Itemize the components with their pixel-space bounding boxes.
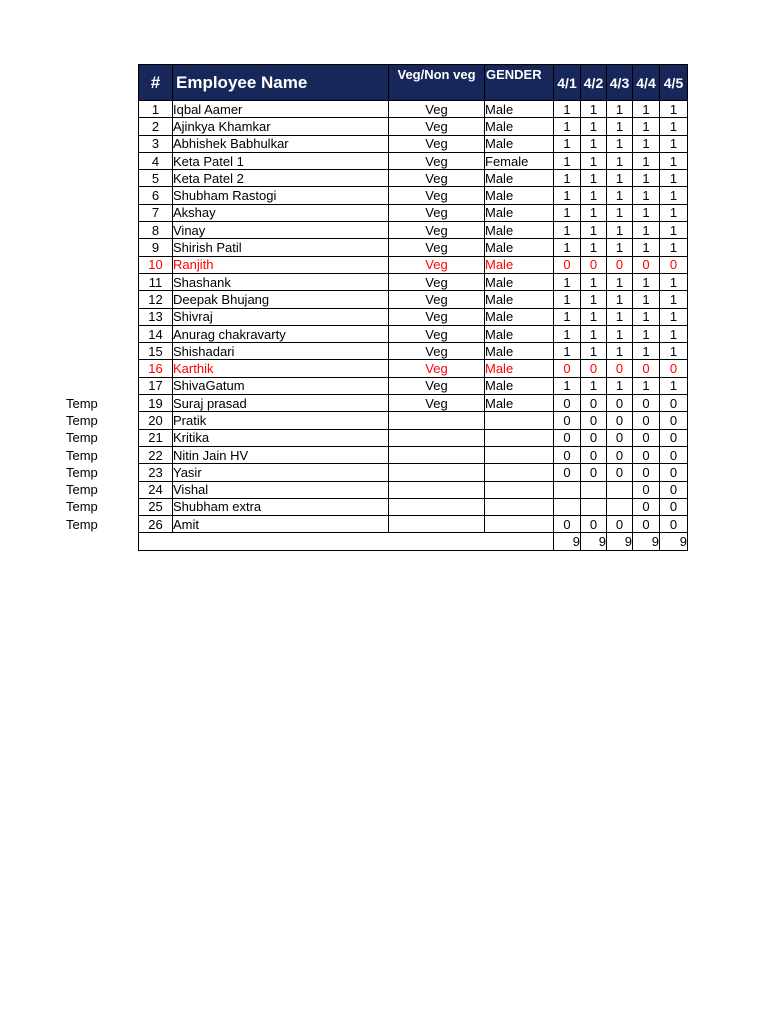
day-cell[interactable]: 1 [607, 204, 633, 221]
veg-cell[interactable]: Veg [389, 152, 485, 169]
row-number-cell[interactable]: 12 [139, 291, 173, 308]
day-cell[interactable]: 1 [581, 187, 607, 204]
employee-name-cell[interactable]: Shishadari [173, 343, 389, 360]
veg-cell[interactable]: Veg [389, 135, 485, 152]
gender-cell[interactable]: Male [485, 325, 554, 342]
day-cell[interactable]: 0 [607, 360, 633, 377]
day-cell[interactable]: 1 [581, 308, 607, 325]
day-cell[interactable]: 0 [607, 412, 633, 429]
veg-cell[interactable]: Veg [389, 170, 485, 187]
veg-cell[interactable]: Veg [389, 395, 485, 412]
employee-name-cell[interactable]: Abhishek Babhulkar [173, 135, 389, 152]
day-cell[interactable]: 1 [633, 118, 660, 135]
day-cell[interactable]: 1 [554, 291, 581, 308]
day-cell[interactable]: 0 [660, 395, 688, 412]
day-cell[interactable]: 0 [660, 360, 688, 377]
table-row [139, 498, 688, 515]
row-number-cell[interactable]: 20 [139, 412, 173, 429]
day-cell[interactable]: 0 [607, 446, 633, 463]
day-cell[interactable]: 1 [581, 170, 607, 187]
day-cell[interactable]: 1 [554, 343, 581, 360]
employee-name-cell[interactable]: Suraj prasad [173, 395, 389, 412]
day-cell[interactable]: 1 [607, 308, 633, 325]
temp-label: Temp [66, 447, 98, 463]
temp-label: Temp [66, 499, 98, 515]
gender-cell[interactable]: Male [485, 170, 554, 187]
veg-cell[interactable]: Veg [389, 377, 485, 394]
day-cell[interactable]: 1 [554, 101, 581, 118]
day-cell[interactable]: 1 [554, 118, 581, 135]
employee-name-cell[interactable]: Anurag chakravarty [173, 325, 389, 342]
day-cell[interactable]: 1 [554, 325, 581, 342]
day-cell[interactable]: 0 [660, 516, 688, 533]
day-cell[interactable]: 1 [633, 325, 660, 342]
employee-table [138, 64, 688, 551]
day-cell[interactable]: 1 [633, 222, 660, 239]
row-number-cell[interactable]: 7 [139, 204, 173, 221]
day-cell[interactable]: 1 [633, 204, 660, 221]
day-cell[interactable]: 1 [607, 273, 633, 290]
day-cell[interactable]: 1 [554, 187, 581, 204]
temp-label: Temp [66, 430, 98, 446]
day-cell[interactable]: 1 [660, 222, 688, 239]
gender-cell[interactable]: Male [485, 204, 554, 221]
day-cell[interactable]: 1 [660, 343, 688, 360]
day-cell[interactable]: 0 [581, 429, 607, 446]
employee-name-cell[interactable]: Karthik [173, 360, 389, 377]
gender-cell[interactable]: Male [485, 308, 554, 325]
day-cell[interactable]: 0 [554, 256, 581, 273]
veg-cell[interactable]: Veg [389, 325, 485, 342]
employee-name-cell[interactable]: Akshay [173, 204, 389, 221]
temp-label: Temp [66, 412, 98, 428]
veg-cell[interactable]: Veg [389, 256, 485, 273]
table-row [139, 135, 688, 152]
day-cell[interactable]: 0 [554, 429, 581, 446]
day-cell[interactable]: 1 [633, 187, 660, 204]
veg-cell[interactable]: Veg [389, 308, 485, 325]
day-cell[interactable]: 1 [554, 239, 581, 256]
day-cell[interactable]: 0 [554, 360, 581, 377]
row-number-cell[interactable]: 2 [139, 118, 173, 135]
day-cell[interactable]: 0 [581, 516, 607, 533]
gender-cell[interactable]: Male [485, 239, 554, 256]
temp-label: Temp [66, 395, 98, 411]
veg-cell[interactable]: Veg [389, 187, 485, 204]
day-cell[interactable]: 0 [554, 412, 581, 429]
totals-body [139, 533, 688, 550]
veg-cell[interactable] [389, 464, 485, 481]
gender-cell[interactable]: Male [485, 118, 554, 135]
day-cell[interactable]: 1 [581, 377, 607, 394]
table-row [139, 308, 688, 325]
day-cell[interactable]: 0 [633, 429, 660, 446]
day-cell[interactable]: 1 [633, 239, 660, 256]
day-cell[interactable]: 1 [633, 152, 660, 169]
day-cell[interactable]: 0 [581, 360, 607, 377]
day-cell[interactable]: 1 [607, 101, 633, 118]
day-cell[interactable]: 1 [581, 152, 607, 169]
total-cell[interactable]: 9 [660, 533, 688, 550]
total-cell[interactable]: 9 [607, 533, 633, 550]
row-number-cell[interactable]: 10 [139, 256, 173, 273]
header-row [139, 65, 688, 101]
day-cell[interactable]: 0 [660, 429, 688, 446]
row-number-cell[interactable]: 5 [139, 170, 173, 187]
header-veg-non-veg[interactable]: Veg/Non veg [389, 65, 485, 101]
table-row [139, 118, 688, 135]
day-cell[interactable]: 0 [633, 446, 660, 463]
day-cell[interactable]: 1 [660, 308, 688, 325]
day-cell[interactable]: 1 [660, 204, 688, 221]
gender-cell[interactable]: Male [485, 256, 554, 273]
employee-name-cell[interactable]: Iqbal Aamer [173, 101, 389, 118]
row-number-cell[interactable]: 26 [139, 516, 173, 533]
gender-cell[interactable]: Male [485, 222, 554, 239]
employee-name-cell[interactable]: Vinay [173, 222, 389, 239]
gender-cell[interactable] [485, 446, 554, 463]
day-cell[interactable]: 0 [660, 256, 688, 273]
table-row [139, 256, 688, 273]
day-cell[interactable]: 0 [554, 446, 581, 463]
day-cell[interactable]: 1 [581, 343, 607, 360]
employee-name-cell[interactable]: Ranjith [173, 256, 389, 273]
day-cell[interactable]: 1 [607, 239, 633, 256]
day-cell[interactable]: 1 [581, 222, 607, 239]
table-row [139, 101, 688, 118]
employee-name-cell[interactable]: Vishal [173, 481, 389, 498]
table-row [139, 204, 688, 221]
veg-cell[interactable] [389, 498, 485, 515]
veg-cell[interactable] [389, 516, 485, 533]
day-cell[interactable]: 1 [660, 273, 688, 290]
day-cell[interactable]: 0 [581, 446, 607, 463]
gender-cell[interactable] [485, 516, 554, 533]
gender-cell[interactable]: Male [485, 187, 554, 204]
veg-cell[interactable]: Veg [389, 222, 485, 239]
day-cell[interactable]: 1 [607, 325, 633, 342]
day-cell[interactable]: 0 [581, 256, 607, 273]
day-cell[interactable]: 1 [607, 152, 633, 169]
header-employee-name[interactable]: Employee Name [173, 65, 389, 101]
employee-name-cell[interactable]: Shubham extra [173, 498, 389, 515]
veg-cell[interactable] [389, 429, 485, 446]
gender-cell[interactable] [485, 464, 554, 481]
day-cell[interactable]: 0 [660, 481, 688, 498]
day-cell[interactable]: 1 [581, 325, 607, 342]
employee-name-cell[interactable]: Kritika [173, 429, 389, 446]
employee-name-cell[interactable]: Yasir [173, 464, 389, 481]
day-cell[interactable]: 1 [660, 152, 688, 169]
day-cell[interactable]: 1 [633, 101, 660, 118]
employee-name-cell[interactable]: Keta Patel 1 [173, 152, 389, 169]
table-row [139, 187, 688, 204]
table-row [139, 377, 688, 394]
day-cell[interactable]: 0 [607, 429, 633, 446]
gender-cell[interactable]: Male [485, 101, 554, 118]
day-cell[interactable]: 1 [581, 118, 607, 135]
employee-name-cell[interactable]: Keta Patel 2 [173, 170, 389, 187]
table-row [139, 412, 688, 429]
header-day-4-3[interactable]: 4/3 [607, 65, 633, 101]
day-cell[interactable]: 1 [633, 291, 660, 308]
day-cell[interactable]: 0 [581, 412, 607, 429]
day-cell[interactable] [554, 498, 581, 515]
day-cell[interactable]: 1 [633, 170, 660, 187]
totals-row [139, 533, 688, 550]
day-cell[interactable]: 0 [633, 516, 660, 533]
temp-label: Temp [66, 464, 98, 480]
veg-cell[interactable]: Veg [389, 360, 485, 377]
day-cell[interactable]: 1 [554, 222, 581, 239]
day-cell[interactable]: 1 [554, 273, 581, 290]
employee-name-cell[interactable]: Shivraj [173, 308, 389, 325]
day-cell[interactable] [607, 498, 633, 515]
day-cell[interactable]: 0 [633, 412, 660, 429]
total-cell[interactable]: 9 [554, 533, 581, 550]
table-row [139, 446, 688, 463]
gender-cell[interactable]: Male [485, 343, 554, 360]
row-number-cell[interactable]: 8 [139, 222, 173, 239]
day-cell[interactable]: 1 [607, 343, 633, 360]
day-cell[interactable]: 0 [607, 256, 633, 273]
day-cell[interactable] [581, 481, 607, 498]
day-cell[interactable]: 1 [660, 291, 688, 308]
row-number-cell[interactable]: 4 [139, 152, 173, 169]
header-day-4-4[interactable]: 4/4 [633, 65, 660, 101]
header-gender[interactable]: GENDER [485, 65, 554, 101]
day-cell[interactable] [581, 498, 607, 515]
day-cell[interactable]: 1 [607, 135, 633, 152]
day-cell[interactable]: 1 [607, 118, 633, 135]
row-number-cell[interactable]: 22 [139, 446, 173, 463]
row-number-cell[interactable]: 17 [139, 377, 173, 394]
gender-cell[interactable] [485, 481, 554, 498]
row-number-cell[interactable]: 21 [139, 429, 173, 446]
veg-cell[interactable] [389, 481, 485, 498]
employee-name-cell[interactable]: Pratik [173, 412, 389, 429]
employee-name-cell[interactable]: Ajinkya Khamkar [173, 118, 389, 135]
table-row [139, 429, 688, 446]
table-body [139, 101, 688, 533]
table-row [139, 395, 688, 412]
day-cell[interactable]: 0 [607, 395, 633, 412]
day-cell[interactable]: 1 [607, 187, 633, 204]
day-cell[interactable]: 0 [633, 498, 660, 515]
veg-cell[interactable]: Veg [389, 343, 485, 360]
day-cell[interactable] [607, 481, 633, 498]
table-row [139, 170, 688, 187]
day-cell[interactable]: 1 [581, 239, 607, 256]
veg-cell[interactable] [389, 446, 485, 463]
day-cell[interactable]: 1 [633, 377, 660, 394]
table-row [139, 464, 688, 481]
gender-cell[interactable]: Male [485, 360, 554, 377]
day-cell[interactable]: 1 [607, 291, 633, 308]
row-number-cell[interactable]: 24 [139, 481, 173, 498]
day-cell[interactable]: 0 [581, 395, 607, 412]
table-row [139, 273, 688, 290]
day-cell[interactable]: 1 [660, 325, 688, 342]
day-cell[interactable]: 1 [660, 118, 688, 135]
table-row [139, 152, 688, 169]
day-cell[interactable]: 1 [633, 135, 660, 152]
veg-cell[interactable]: Veg [389, 239, 485, 256]
veg-cell[interactable]: Veg [389, 273, 485, 290]
row-number-cell[interactable]: 1 [139, 101, 173, 118]
day-cell[interactable]: 0 [633, 395, 660, 412]
day-cell[interactable]: 1 [660, 135, 688, 152]
row-number-cell[interactable]: 23 [139, 464, 173, 481]
day-cell[interactable]: 1 [581, 273, 607, 290]
day-cell[interactable]: 0 [660, 464, 688, 481]
day-cell[interactable]: 1 [554, 170, 581, 187]
day-cell[interactable]: 1 [660, 239, 688, 256]
row-number-cell[interactable]: 25 [139, 498, 173, 515]
day-cell[interactable]: 0 [660, 412, 688, 429]
veg-cell[interactable]: Veg [389, 291, 485, 308]
totals-spacer [139, 533, 554, 550]
day-cell[interactable]: 1 [660, 187, 688, 204]
employee-name-cell[interactable]: Amit [173, 516, 389, 533]
day-cell[interactable] [554, 481, 581, 498]
day-cell[interactable]: 1 [633, 308, 660, 325]
veg-cell[interactable]: Veg [389, 118, 485, 135]
employee-name-cell[interactable]: Shashank [173, 273, 389, 290]
total-cell[interactable]: 9 [581, 533, 607, 550]
row-number-cell[interactable]: 3 [139, 135, 173, 152]
day-cell[interactable]: 0 [607, 516, 633, 533]
temp-label: Temp [66, 516, 98, 532]
gender-cell[interactable] [485, 429, 554, 446]
gender-cell[interactable]: Female [485, 152, 554, 169]
row-number-cell[interactable]: 14 [139, 325, 173, 342]
table-row [139, 291, 688, 308]
day-cell[interactable]: 1 [633, 273, 660, 290]
gender-cell[interactable] [485, 498, 554, 515]
table-row [139, 222, 688, 239]
gender-cell[interactable]: Male [485, 291, 554, 308]
day-cell[interactable]: 0 [633, 481, 660, 498]
header-number[interactable]: # [139, 65, 173, 101]
day-cell[interactable]: 0 [554, 516, 581, 533]
total-cell[interactable]: 9 [633, 533, 660, 550]
row-number-cell[interactable]: 16 [139, 360, 173, 377]
day-cell[interactable]: 1 [554, 377, 581, 394]
employee-name-cell[interactable]: ShivaGatum [173, 377, 389, 394]
gender-cell[interactable]: Male [485, 135, 554, 152]
day-cell[interactable]: 0 [581, 464, 607, 481]
day-cell[interactable]: 1 [660, 377, 688, 394]
day-cell[interactable]: 1 [581, 135, 607, 152]
gender-cell[interactable]: Male [485, 377, 554, 394]
day-cell[interactable]: 1 [607, 170, 633, 187]
table-row [139, 325, 688, 342]
row-number-cell[interactable]: 11 [139, 273, 173, 290]
employee-name-cell[interactable]: Shirish Patil [173, 239, 389, 256]
day-cell[interactable]: 1 [554, 308, 581, 325]
table-row [139, 239, 688, 256]
day-cell[interactable]: 1 [633, 343, 660, 360]
table-row [139, 481, 688, 498]
day-cell[interactable]: 0 [607, 464, 633, 481]
row-number-cell[interactable]: 15 [139, 343, 173, 360]
header-day-4-5[interactable]: 4/5 [660, 65, 688, 101]
table-row [139, 516, 688, 533]
gender-cell[interactable] [485, 412, 554, 429]
temp-label: Temp [66, 482, 98, 498]
veg-cell[interactable]: Veg [389, 204, 485, 221]
day-cell[interactable]: 0 [633, 464, 660, 481]
header-day-4-2[interactable]: 4/2 [581, 65, 607, 101]
day-cell[interactable]: 1 [581, 204, 607, 221]
table-row [139, 360, 688, 377]
row-number-cell[interactable]: 9 [139, 239, 173, 256]
day-cell[interactable]: 1 [554, 152, 581, 169]
row-number-cell[interactable]: 6 [139, 187, 173, 204]
day-cell[interactable]: 1 [554, 135, 581, 152]
day-cell[interactable]: 1 [607, 377, 633, 394]
gender-cell[interactable]: Male [485, 395, 554, 412]
day-cell[interactable]: 0 [554, 464, 581, 481]
day-cell[interactable]: 1 [554, 204, 581, 221]
day-cell[interactable]: 0 [633, 360, 660, 377]
employee-name-cell[interactable]: Nitin Jain HV [173, 446, 389, 463]
table-row [139, 343, 688, 360]
day-cell[interactable]: 0 [554, 395, 581, 412]
day-cell[interactable]: 1 [581, 101, 607, 118]
header-day-4-1[interactable]: 4/1 [554, 65, 581, 101]
row-number-cell[interactable]: 19 [139, 395, 173, 412]
employee-name-cell[interactable]: Deepak Bhujang [173, 291, 389, 308]
veg-cell[interactable] [389, 412, 485, 429]
day-cell[interactable]: 1 [660, 170, 688, 187]
day-cell[interactable]: 0 [633, 256, 660, 273]
row-number-cell[interactable]: 13 [139, 308, 173, 325]
day-cell[interactable]: 1 [581, 291, 607, 308]
day-cell[interactable]: 1 [660, 101, 688, 118]
day-cell[interactable]: 1 [607, 222, 633, 239]
employee-name-cell[interactable]: Shubham Rastogi [173, 187, 389, 204]
day-cell[interactable]: 0 [660, 446, 688, 463]
day-cell[interactable]: 0 [660, 498, 688, 515]
veg-cell[interactable]: Veg [389, 101, 485, 118]
gender-cell[interactable]: Male [485, 273, 554, 290]
